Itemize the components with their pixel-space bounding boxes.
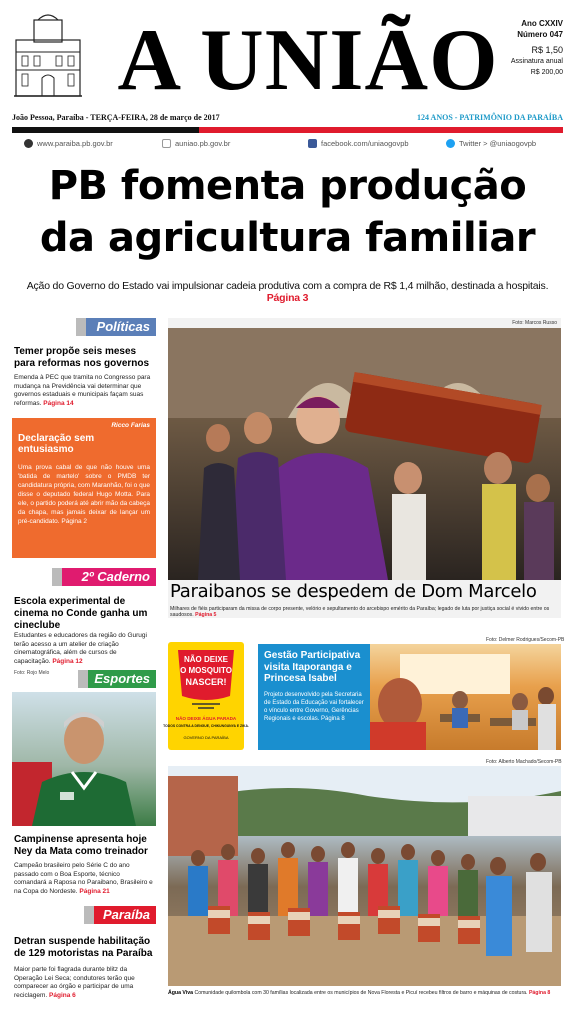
paraiba-text [14,966,154,1000]
anniversary-tagline: 124 ANOS - PATRIMÔNIO DA PARAÍBA [416,113,563,122]
esportes-text [14,862,154,896]
section-tab-politicas[interactable]: Políticas [76,318,156,336]
caderno-title[interactable]: Escola experimental de cinema no Conde ganha um cineclube [14,596,148,631]
paraiba-page-ref[interactable]: Página 6 [49,991,76,999]
politicas-body: Emenda à PEC que tramita no Congresso para mudança na Previdência vai determinar que governos estaduais e municipais façam suas reformas. [14,374,151,407]
place-date: João Pessoa, Paraíba - TERÇA-FEIRA, 28 de março de 2017 [12,113,220,122]
price: R$ 1,50 [531,45,563,55]
declaracao-body: Uma prova cabal de que não houve uma 'batida de martelo' sobre o PMDB ter candidatura própria, com Maranhão, foi o que disse o deputado federal Hugo Motta. Para ele, o partido poderá até abrir mão da cabeça da chapa, mas jamais deixar de lançar um pré-candidato. [18,464,150,525]
section-tab-caderno[interactable]: 2º Caderno [52,568,156,586]
coach-illustration [12,692,156,826]
facebook-link-text: facebook.com/uniaogovpb [321,139,409,148]
caderno-body: Estudantes e educadores da região do Gurugi terão acesso a um atelier de criação cinematográfica, além de cursos de capacitação. [14,632,147,665]
community-page-ref[interactable]: Página 8 [528,990,551,996]
headline-line-2: da agricultura familiar [39,215,536,261]
ad-footer-2: TODOS CONTRA A DENGUE, CHIKUNGUNYA E ZIKA. [163,724,249,728]
community-caption-label: Água Viva [168,990,193,996]
feature-page-ref[interactable]: Página 5 [195,612,217,618]
auniao-link[interactable] [162,139,230,148]
declaracao-text [18,463,150,526]
agua-photo-credit: Foto: Alberto Machado/Secom-PB [486,759,562,765]
declaracao-box[interactable] [12,418,156,558]
volume: Ano CXXIV [521,19,563,28]
auniao-link-text: auniao.pb.gov.br [175,139,231,148]
building-small-icon [162,139,171,148]
esportes-title[interactable]: Campinense apresenta hoje Ney da Mata como treinador [14,834,148,857]
twitter-link[interactable] [446,139,536,148]
phone-icon [24,139,33,148]
masthead [12,10,563,110]
main-headline[interactable] [12,160,563,264]
paraiba-title[interactable]: Detran suspende habilitação de 129 motoristas na Paraíba [14,936,153,959]
dateline [12,113,563,125]
facebook-link[interactable] [308,139,409,148]
politicas-page-ref[interactable]: Página 14 [43,399,74,407]
gestao-box[interactable] [258,644,370,750]
declaracao-author: Ricco Farias [111,422,150,429]
subscription-label: Assinatura anual [510,58,563,65]
subscription-price: R$ 200,00 [530,69,563,76]
feature-photo-credit: Foto: Marcos Russo [512,320,557,326]
color-bar-red [199,127,563,133]
color-bar [12,127,563,133]
feature-caption [170,606,561,618]
dengue-ad[interactable] [163,642,249,750]
issue-number: Número 047 [517,30,563,39]
twitter-link-text: Twitter > @uniaogovpb [459,139,537,148]
community-caption-text: Comunidade quilombola com 30 famílias localizada entre os municípios de Nova Floresta e Picuí recebeu filtros de barro e máquinas de costura. [194,990,528,996]
headline-subhead [12,280,563,304]
feature-story[interactable] [168,318,561,618]
caderno-text [14,632,154,666]
caderno-page-ref[interactable]: Página 12 [52,657,83,665]
gestao-title: Gestão Participativa visita Itaporanga e Princesa Isabel [264,650,361,684]
community-photo[interactable] [168,766,561,986]
funeral-photo[interactable] [168,328,561,580]
classroom-illustration [370,644,561,750]
gestao-page-ref[interactable]: Página 8 [321,715,345,722]
dengue-ad-art [163,646,249,746]
headline-line-1: PB fomenta produção [48,163,527,209]
gestao-photo-credit: Foto: Delmer Rodrigues/Secom-PB [486,637,565,643]
ad-line-2: O MOSQUITO [180,666,232,675]
community-caption [168,990,561,996]
section-tab-paraiba[interactable]: Paraíba [84,906,156,924]
feature-title: Paraibanos se despedem de Dom Marcelo [170,581,537,602]
site-link[interactable] [24,139,113,148]
subhead-page-ref[interactable]: Página 3 [266,292,309,304]
gestao-text [264,691,364,723]
section-tab-esportes[interactable]: Esportes [78,670,156,688]
declaracao-title: Declaração sem entusiasmo [18,433,95,455]
subhead-text: Ação do Governo do Estado vai impulsionar cadeia produtiva com a compra de R$ 1,4 milhão, destinada a hospitais. [26,280,549,292]
color-bar-black [12,127,199,133]
declaracao-page-ref[interactable]: Página 2 [61,518,88,525]
esportes-photo-credit: Foto: Rojo Melo [14,670,50,676]
building-icon [12,10,84,98]
community-illustration [168,766,561,986]
politicas-title[interactable]: Temer propõe seis meses para reformas nos governos [14,346,150,369]
politicas-text [14,374,154,408]
gestao-body: Projeto desenvolvido pela Secretaria de Estado da Educação vai fortalecer o vínculo entre Governo, Gerências Regionais e escolas. [264,691,364,722]
coach-photo[interactable] [12,692,156,826]
issue-info [503,18,563,78]
paraiba-body: Maior parte foi flagrada durante blitz da Operação Lei Seca; condutores terão que comparecer ao órgão e participar de uma reciclagem. [14,966,135,999]
ad-footer-1: NÃO DEIXE ÁGUA PARADA [175,716,237,721]
classroom-photo[interactable] [370,644,561,750]
twitter-icon [446,139,455,148]
ad-line-1: NÃO DEIXE [183,655,229,664]
links-bar [12,137,563,151]
esportes-body: Campeão brasileiro pelo Série C do ano passado com o Boa Esporte, técnico comandará a Raposa no Paraibano, Brasileiro e na Copa do Nordeste. [14,862,153,895]
ad-line-3: NASCER! [185,677,227,687]
esportes-page-ref[interactable]: Página 21 [79,887,110,895]
left-column [12,314,156,1014]
site-link-text: www.paraiba.pb.gov.br [37,139,113,148]
feature-caption-text: Milhares de fiéis participaram da missa de corpo presente, velório e sepultamento do arcebispo emérito da Paraíba; legado de luta por justiça social é vivido entre os saudosos. [170,606,550,618]
newspaper-logo: A UNIÃO [117,12,499,109]
facebook-icon [308,139,317,148]
funeral-illustration [168,328,561,580]
ad-gov: GOVERNO DA PARAÍBA [183,735,229,740]
